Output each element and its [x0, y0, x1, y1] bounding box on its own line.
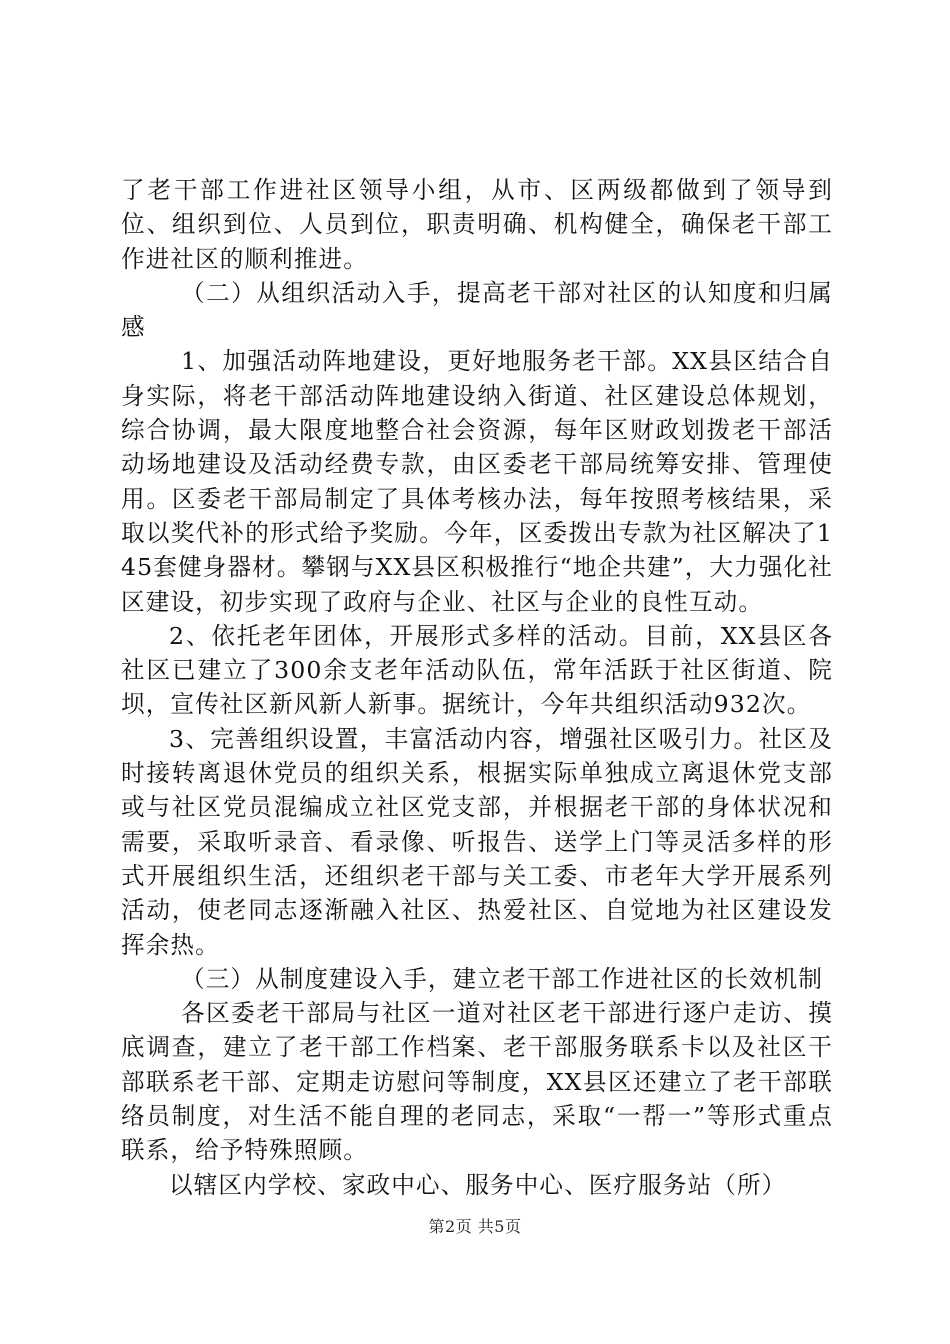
paragraph-continuation: 了老干部工作进社区领导小组，从市、区两级都做到了领导到位、组织到位、人员到位，职责明确、机构健全，确保老干部工作进社区的顺利推进。 [121, 176, 833, 273]
page-footer: 第2页 共5页 [428, 1217, 522, 1236]
section-heading-2: （二）从组织活动入手，提高老干部对社区的认知度和归属感 [121, 278, 833, 342]
paragraph-item-1: 1、加强活动阵地建设，更好地服务老干部。XX县区结合自身实际，将老干部活动阵地建设纳入街道、社区建设总体规划，综合协调，最大限度地整合社会资源，每年区财政划拨老干部活动场地建设及活动经费专款，由区委老干部局统筹安排、管理使用。区委老干部局制定了具体考核办法，每年按照考核结果，采取以奖代补的形式给予奖励。今年，区委拨出专款为社区解决了145套健身器材。攀钢与XX县区积极推行“地企共建”，大力强化社区建设，初步实现了政府与企业、社区与企业的良性互动。 [121, 347, 833, 616]
section-heading-3: （三）从制度建设入手，建立老干部工作进社区的长效机制 [181, 964, 824, 993]
paragraph-institutions: 各区委老干部局与社区一道对社区老干部进行逐户走访、摸底调查，建立了老干部工作档案、老干部服务联系卡以及社区干部联系老干部、定期走访慰问等制度，XX县区还建立了老干部联络员制度，对生活不能自理的老同志，采取“一帮一”等形式重点联系，给予特殊照顾。 [121, 999, 833, 1165]
paragraph-item-2: 2、依托老年团体，开展形式多样的活动。目前，XX县区各社区已建立了300余支老年活动队伍，常年活跃于社区街道、院坝，宣传社区新风新人新事。据统计，今年共组织活动932次。 [121, 621, 833, 719]
paragraph-services: 以辖区内学校、家政中心、服务中心、医疗服务站（所） [169, 1170, 787, 1199]
paragraph-item-3: 3、完善组织设置，丰富活动内容，增强社区吸引力。社区及时接转离退休党员的组织关系，根据实际单独成立离退休党支部或与社区党员混编成立社区党支部，并根据老干部的身体状况和需要，采取听录音、看录像、听报告、送学上门等灵活多样的形式开展组织生活，还组织老干部与关工委、市老年大学开展系列活动，使老同志逐渐融入社区、热爱社区、自觉地为社区建设发挥余热。 [121, 724, 833, 959]
document-body [121, 173, 833, 1202]
